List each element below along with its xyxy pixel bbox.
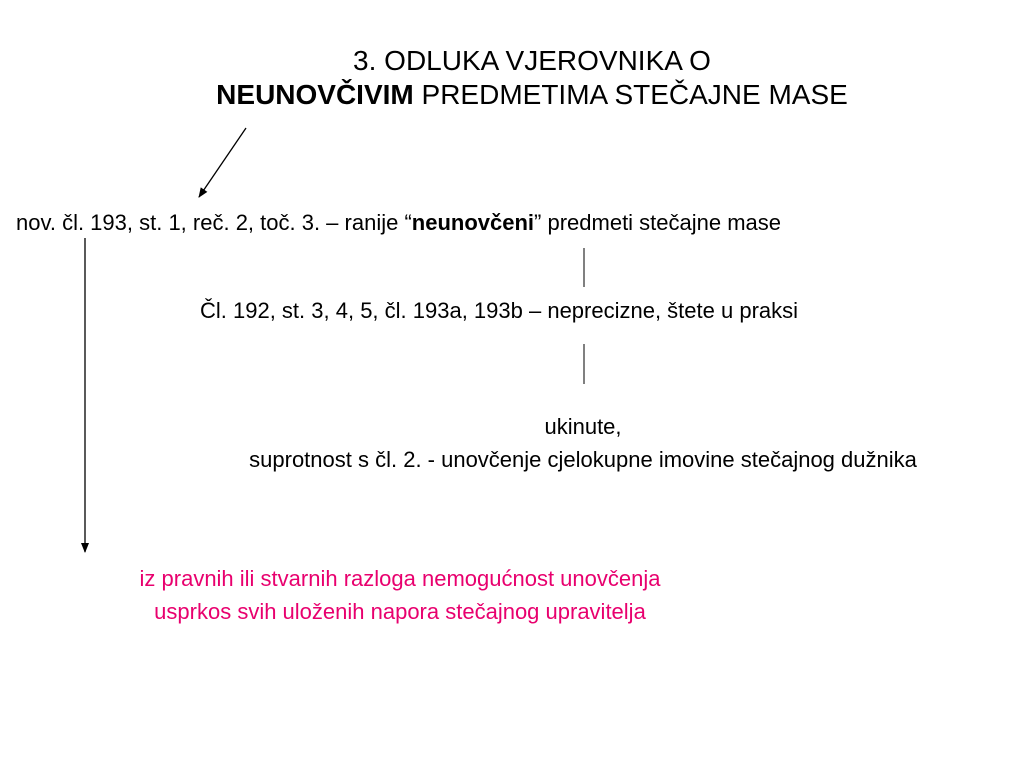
outcome-note xyxy=(150,410,1016,476)
title-line-2 xyxy=(0,78,1024,112)
reference-prefix: nov. čl. 193, st. 1, reč. 2, toč. 3. – ranije “ xyxy=(16,210,412,235)
outcome-line-1: ukinute, xyxy=(544,414,622,439)
title-rest: PREDMETIMA STEČAJNE MASE xyxy=(413,79,848,110)
provisions-note: Čl. 192, st. 3, 4, 5, čl. 193a, 193b – neprecizne, štete u praksi xyxy=(200,298,799,323)
title-bold-term: NEUNOVČIVIM xyxy=(216,79,414,110)
slide-title xyxy=(0,44,1024,112)
definition-line-1: iz pravnih ili stvarnih razloga nemogućnost unovčenja xyxy=(139,566,661,591)
title-line-1: 3. ODLUKA VJEROVNIKA O xyxy=(353,45,711,76)
title-arrow xyxy=(199,128,246,197)
definition-note xyxy=(40,562,760,628)
reference-bold-term: neunovčeni xyxy=(411,210,535,235)
reference-suffix: ” predmeti stečajne mase xyxy=(534,210,782,235)
definition-line-2: usprkos svih uloženih napora stečajnog upravitelja xyxy=(154,599,646,624)
legal-reference xyxy=(16,210,781,236)
outcome-line-2: suprotnost s čl. 2. - unovčenje cjelokupne imovine stečajnog dužnika xyxy=(249,447,917,472)
